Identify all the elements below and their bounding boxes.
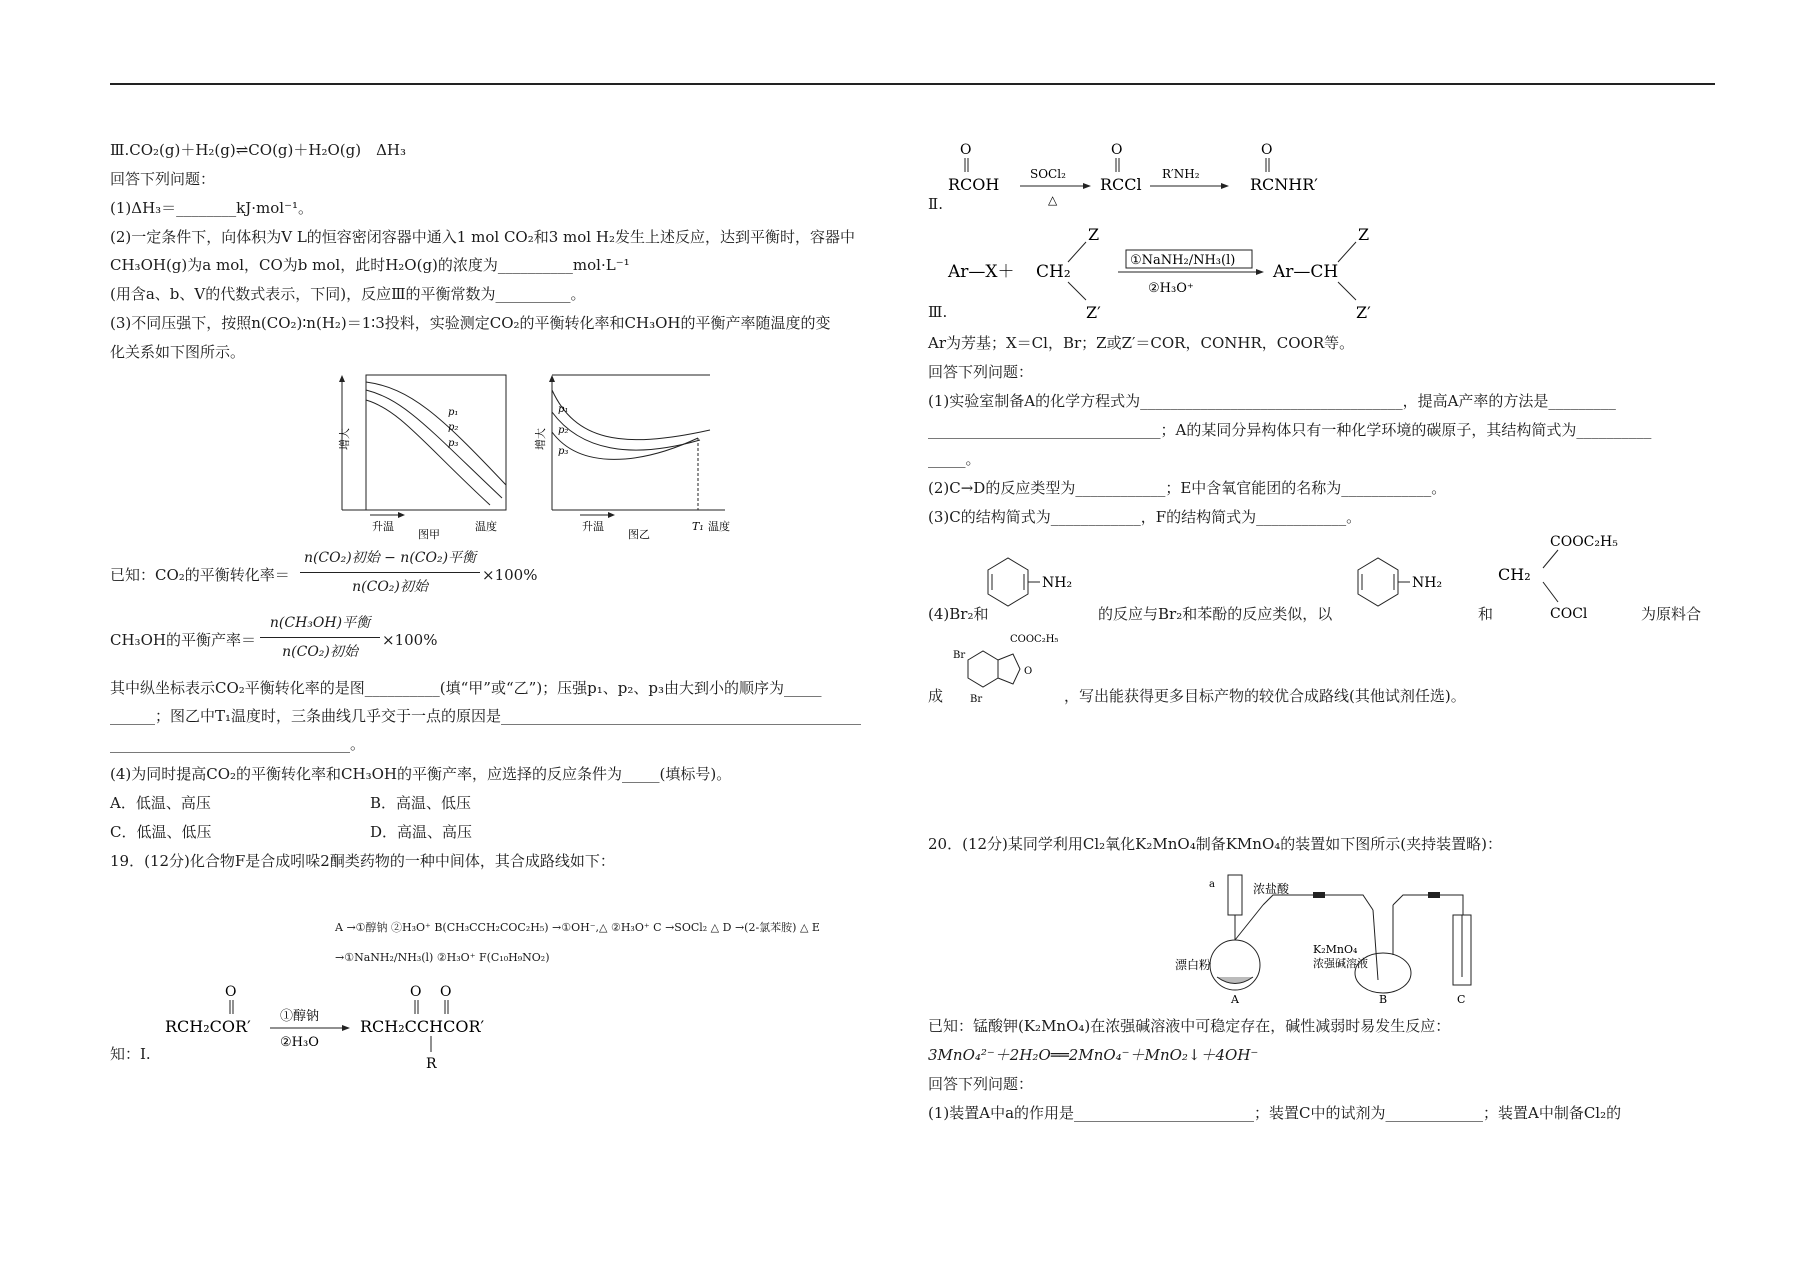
apparatus-bleach: 漂白粉 <box>1175 958 1212 972</box>
known-times-2: ×100% <box>382 631 438 649</box>
rxn-ii-cond1b: △ <box>1048 193 1058 207</box>
product-o: O <box>1024 666 1033 677</box>
rxn-iii-prefix: Ⅲ. <box>928 303 948 321</box>
question-2-line1: (2)一定条件下，向体积为V L的恒容密闭容器中通入1 mol CO₂和3 mol H₂发生上述反应，达到平衡时，容器中 <box>110 228 855 246</box>
fig-a-ylabel: 增大 <box>338 428 351 450</box>
rxn-iii-zp2: Z′ <box>1356 303 1371 322</box>
rxn-ii-c: RCNHR′ <box>1250 175 1318 194</box>
fig-a-xarrow: 升温 <box>372 520 394 533</box>
ar-note: Ar为芳基；X＝Cl，Br；Z或Z′＝COR，CONHR，COOR等。 <box>928 334 1355 352</box>
question-20: 20．(12分)某同学利用Cl₂氧化K₂MnO₄制备KMnO₄的装置如下图所示(夹持装置略)： <box>928 835 1502 853</box>
fig-b-p3: p₃ <box>558 446 569 457</box>
q4-end: ，写出能获得更多目标产物的较优合成路线(其他试剂任选)。 <box>1064 687 1466 705</box>
rxn-iii-cond2: ②H₃O⁺ <box>1148 281 1194 296</box>
question-1: (1)ΔH₃＝________kJ·mol⁻¹。 <box>110 199 314 217</box>
reagent-ch2: CH₂ <box>1498 565 1531 584</box>
q4-and: 和 <box>1478 605 1494 623</box>
question-19-2: (2)C→D的反应类型为____________；E中含氧官能团的名称为____________。 <box>928 479 1447 497</box>
question-20-1: (1)装置A中a的作用是________________________；装置C中的试剂为_____________；装置A中制备Cl₂的 <box>928 1104 1622 1122</box>
known-conversion-label: 已知：CO₂的平衡转化率＝ <box>110 566 290 584</box>
rxn-i-product: RCH₂CCHCOR′ <box>360 1017 485 1036</box>
rxn-iii-zp: Z′ <box>1086 303 1101 322</box>
option-a: A．低温、高压 <box>110 794 211 812</box>
known-yield-numerator: n(CH₃OH)平衡 <box>269 615 371 631</box>
known-conversion-numerator: n(CO₂)初始 − n(CO₂)平衡 <box>303 550 477 566</box>
fraction-bar-2 <box>260 637 380 638</box>
question-3-line2: 化关系如下图所示。 <box>110 343 246 361</box>
fig-b-p2: p₂ <box>558 425 569 436</box>
svg-text:O: O <box>1111 142 1123 158</box>
apparatus-label-c: C <box>1457 993 1466 1005</box>
rxn-ii-cond2: R′NH₂ <box>1162 167 1200 181</box>
aniline2-nh2: NH₂ <box>1412 575 1443 591</box>
question-19: 19．(12分)化合物F是合成吲哚2酮类药物的一种中间体，其合成路线如下： <box>110 852 615 870</box>
known-yield-denominator: n(CO₂)初始 <box>282 644 358 660</box>
fig-b-caption: 图乙 <box>628 528 650 540</box>
figure-yi <box>533 375 730 540</box>
question-19-1-line1: (1)实验室制备A的化学方程式为___________________________________，提高A产率的方法是_________ <box>928 392 1616 410</box>
synthesis-route-1: A →①醇钠 ②H₃O⁺ B(CH₃CCH₂COC₂H₅) →①OH⁻,△ ②H₃O⁺ C →SOCl₂ △ D →(2-氯苯胺) △ E <box>335 921 820 934</box>
known-times-1: ×100% <box>482 566 538 584</box>
svg-text:O: O <box>440 984 452 1000</box>
fig-b-xarrow: 升温 <box>582 520 604 533</box>
svg-text:O: O <box>410 984 422 1000</box>
rxn-iii-ch2: CH₂ <box>1036 262 1071 282</box>
product-br1: Br <box>953 650 966 661</box>
known-note: 已知：锰酸钾(K₂MnO₄)在浓强碱溶液中可稳定存在，碱性减弱时易发生反应： <box>928 1017 1451 1035</box>
q4-end-prefix: 成 <box>928 687 944 705</box>
rxn-ii-prefix: Ⅱ. <box>928 195 943 213</box>
question-3-line1: (3)不同压强下，按照n(CO₂)∶n(H₂)＝1∶3投料，实验测定CO₂的平衡转化率和CH₃OH的平衡产率随温度的变 <box>110 314 831 332</box>
question-19-3: (3)C的结构简式为____________，F的结构简式为____________。 <box>928 508 1362 526</box>
rxn-iii-z: Z <box>1088 225 1100 244</box>
svg-text:O: O <box>225 984 237 1000</box>
rxn-i-r: R <box>426 1056 437 1072</box>
product-ester: COOC₂H₅ <box>1010 634 1059 645</box>
fig-b-t1: T₁ <box>692 520 704 533</box>
question-3-line3: 其中纵坐标表示CO₂平衡转化率的是图__________(填“甲”或“乙”)；压强p₁、p₂、p₃由大到小的顺序为_____ <box>110 679 822 697</box>
fig-b-ylabel: 增大 <box>534 428 547 450</box>
q4-tail: 为原料合 <box>1641 605 1702 623</box>
svg-text:O: O <box>960 142 972 158</box>
apparatus-label-a: A <box>1231 993 1239 1005</box>
product-br2: Br <box>970 694 983 705</box>
rxn-ii-a: RCOH <box>948 175 1000 194</box>
fig-a-p2: p₂ <box>448 422 459 433</box>
known-i-prefix: 知：Ⅰ. <box>110 1045 151 1063</box>
svg-text:O: O <box>1261 142 1273 158</box>
fig-a-caption: 图甲 <box>418 528 440 540</box>
prompt-text-right-2: 回答下列问题： <box>928 1075 1034 1093</box>
fraction-bar-1 <box>300 572 480 573</box>
option-c: C．低温、低压 <box>110 823 212 841</box>
header-rule <box>110 83 1715 85</box>
prompt-text: 回答下列问题： <box>110 170 216 188</box>
fig-a-p3: p₃ <box>448 438 459 449</box>
fig-a-p1: p₁ <box>448 407 459 418</box>
rxn-i-reactant: RCH₂COR′ <box>165 1017 251 1036</box>
apparatus-k2mno4: K₂MnO₄ <box>1313 943 1358 956</box>
apparatus-a: a <box>1209 879 1215 890</box>
rxn-i-cond2: ②H₃O <box>280 1035 319 1050</box>
synthesis-route-2: →①NaNH₂/NH₃(l) ②H₃O⁺ F(C₁₀H₉NO₂) <box>335 951 550 964</box>
q4-mid: 的反应与Br₂和苯酚的反应类似，以 <box>1098 605 1333 623</box>
option-d: D．高温、高压 <box>370 823 473 841</box>
rxn-i-cond1: ①醇钠 <box>280 1009 320 1024</box>
question-2-line3: (用含a、b、V的代数式表示，下同)，反应Ⅲ的平衡常数为__________。 <box>110 285 586 303</box>
figure-jia <box>337 375 506 540</box>
apparatus-figure <box>1173 865 1513 1005</box>
rxn-iii-cond1: ①NaNH₂/NH₃(l) <box>1130 253 1236 268</box>
question-19-1-line3: _____。 <box>928 450 981 468</box>
apparatus-base: 浓强碱溶液 <box>1313 957 1368 970</box>
rxn-ii-cond1: SOCl₂ <box>1030 167 1066 181</box>
known-equation: 3MnO₄²⁻＋2H₂O══2MnO₄⁻＋MnO₂↓＋4OH⁻ <box>928 1046 1259 1064</box>
prompt-text-right: 回答下列问题： <box>928 363 1034 381</box>
rxn-ii-b: RCCl <box>1100 175 1142 194</box>
option-b: B．高温、低压 <box>370 794 472 812</box>
reagent-cocl: COCl <box>1550 606 1588 622</box>
question-3-line5: ________________________________。 <box>110 735 366 753</box>
rxn-iii-z2: Z <box>1358 225 1370 244</box>
rxn-iii-a: Ar—X＋ <box>948 262 1015 282</box>
known-yield-label: CH₃OH的平衡产率＝ <box>110 631 256 649</box>
question-19-1-line2: _______________________________；A的某同分异构体只有一种化学环境的碳原子，其结构简式为__________ <box>928 421 1652 439</box>
reaction-iii <box>928 222 1408 322</box>
aniline1-nh2: NH₂ <box>1042 575 1073 591</box>
apparatus-label-b: B <box>1379 993 1388 1005</box>
rxn-iii-b: Ar—CH <box>1273 262 1339 282</box>
question-2-line2: CH₃OH(g)为a mol，CO为b mol，此时H₂O(g)的浓度为__________mol·L⁻¹ <box>110 256 630 274</box>
fig-b-xlabel: 温度 <box>708 520 730 533</box>
reaction-i <box>160 980 640 1075</box>
q4-prefix: (4)Br₂和 <box>928 605 989 623</box>
fig-a-xlabel: 温度 <box>475 520 497 533</box>
question-4: (4)为同时提高CO₂的平衡转化率和CH₃OH的平衡产率，应选择的反应条件为_____(填标号)。 <box>110 765 732 783</box>
fig-b-p1: p₁ <box>558 404 569 415</box>
reagent-cooc2h5: COOC₂H₅ <box>1550 534 1618 550</box>
question-3-line4: ______；图乙中T₁温度时，三条曲线几乎交于一点的原因是________________________________________________ <box>110 707 862 725</box>
figure-jia-yi <box>330 370 790 540</box>
reaction-ii <box>928 140 1348 210</box>
apparatus-hcl: 浓盐酸 <box>1253 882 1290 896</box>
equation-iii: Ⅲ.CO₂(g)＋H₂(g)⇌CO(g)＋H₂O(g) ΔH₃ <box>110 141 407 159</box>
known-conversion-denominator: n(CO₂)初始 <box>352 579 428 595</box>
